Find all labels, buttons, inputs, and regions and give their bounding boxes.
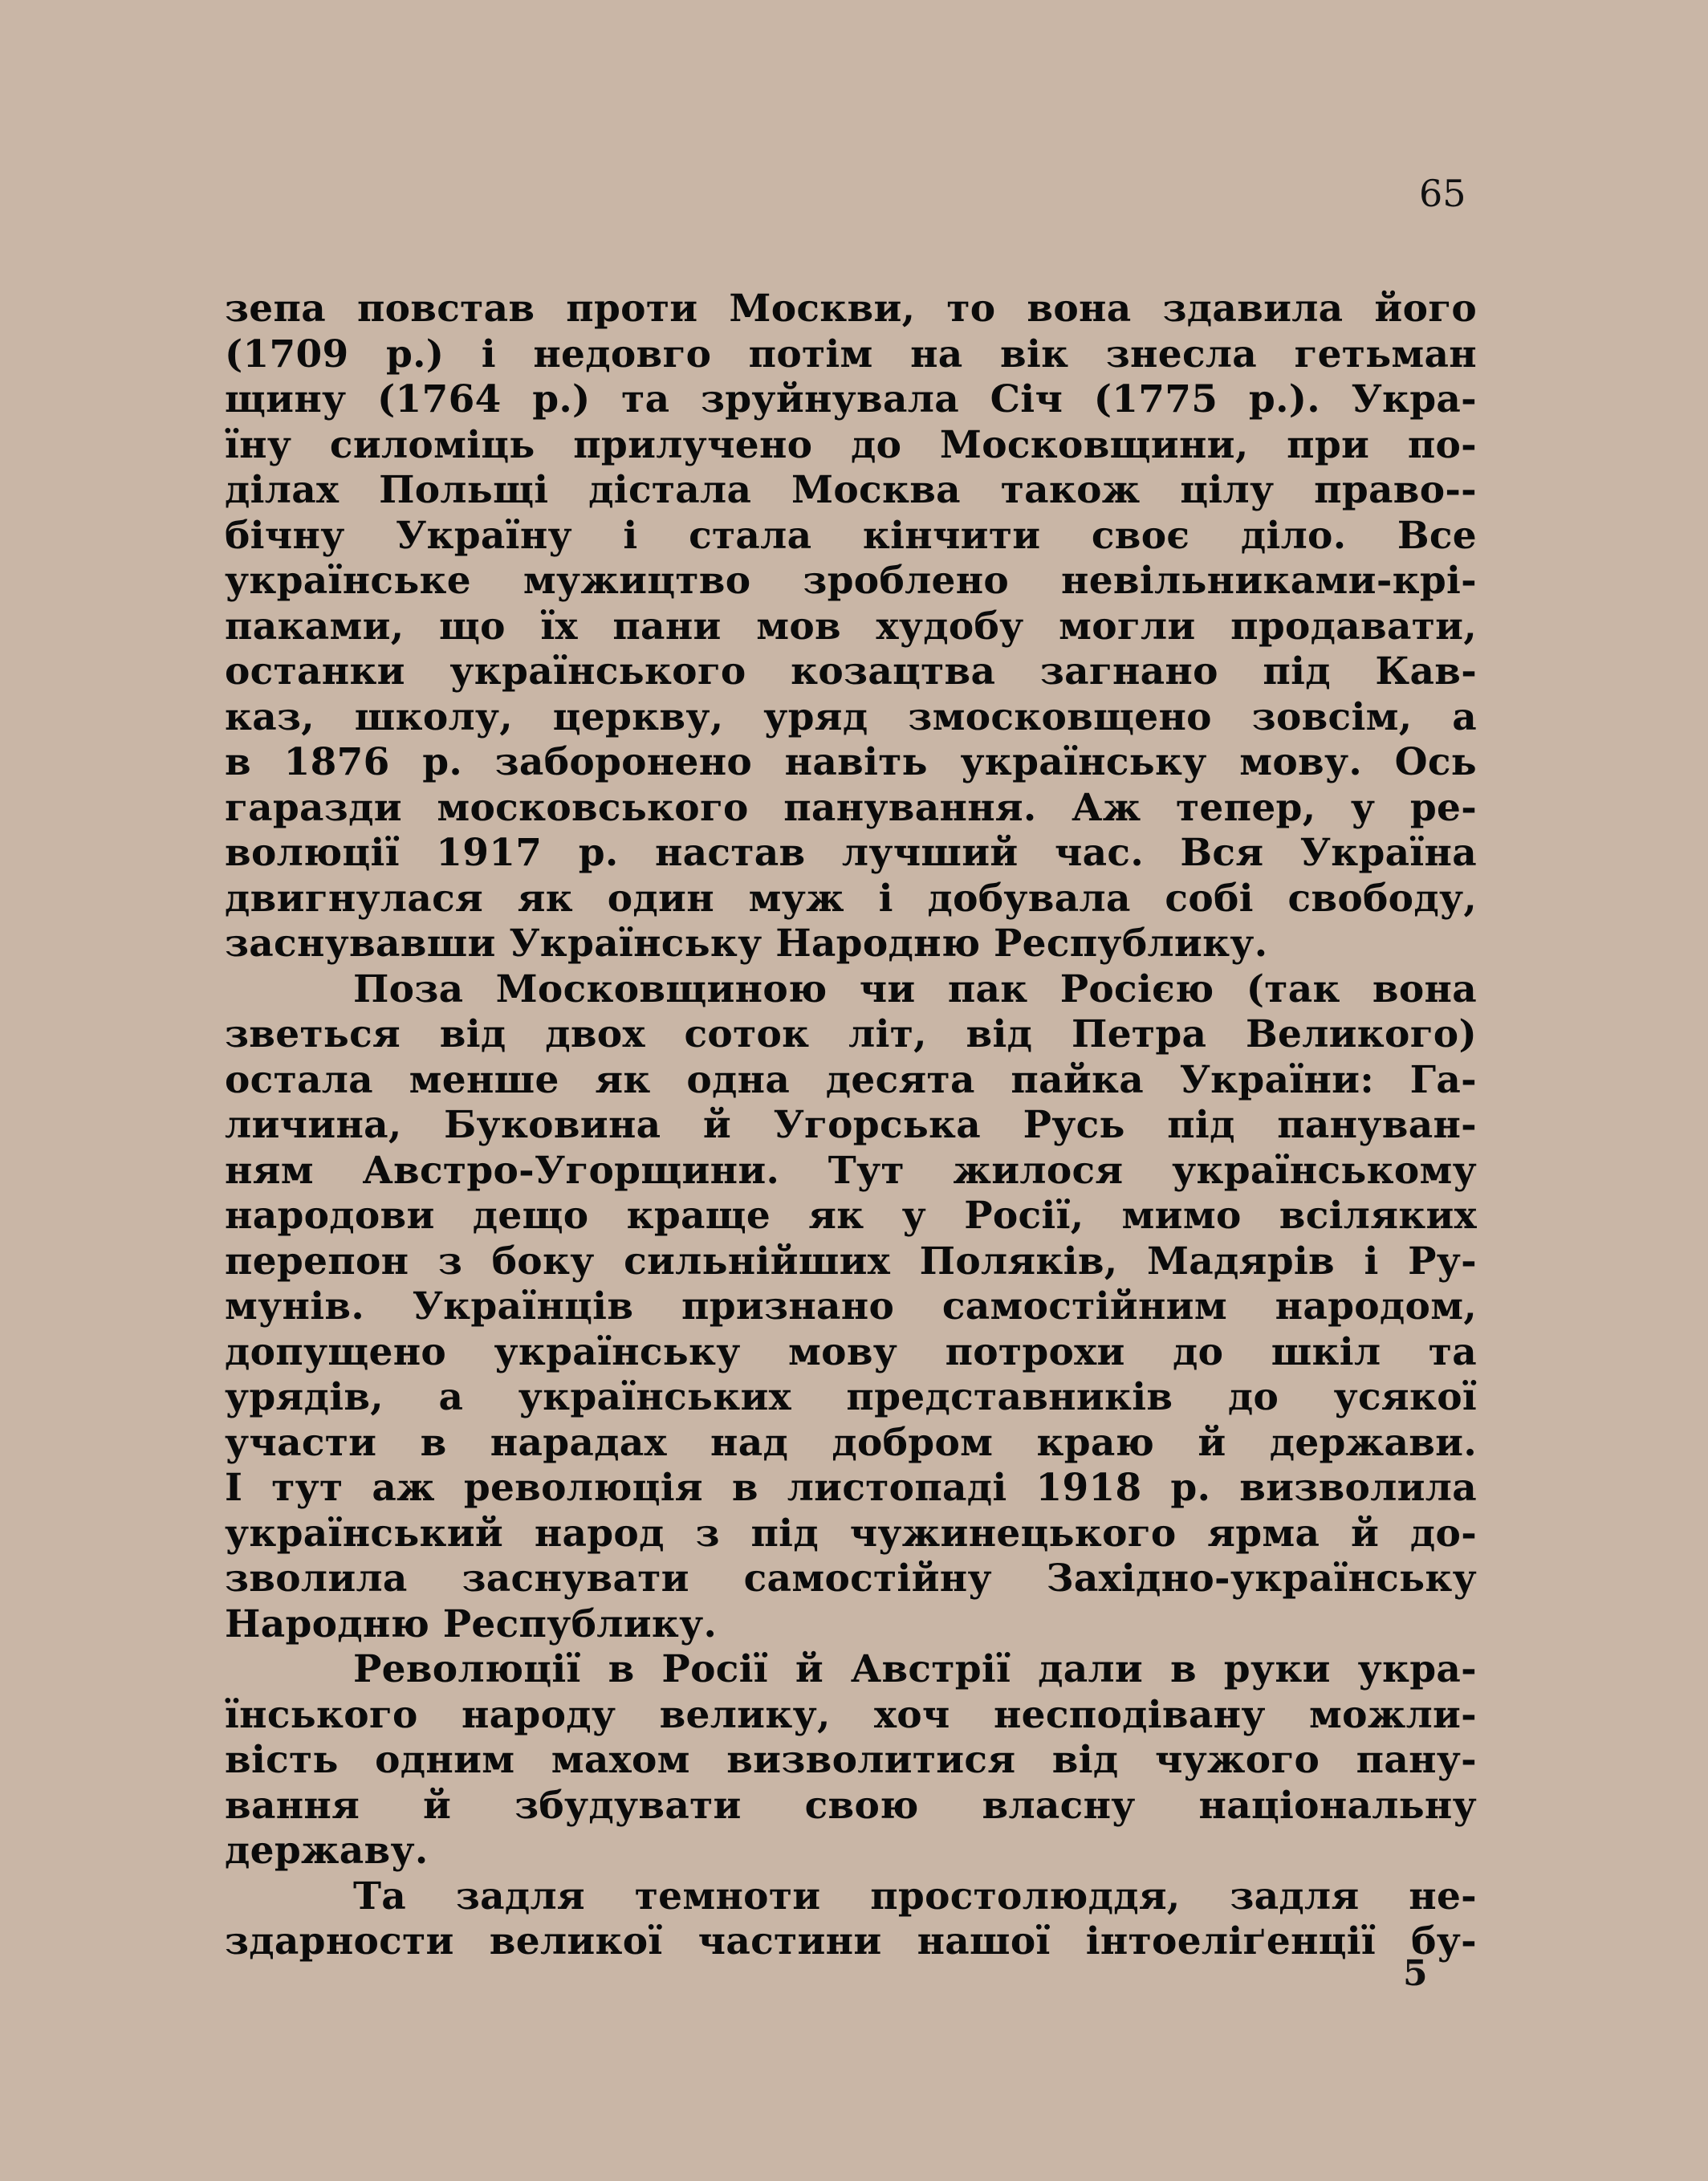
paragraph-end-line: Народню Республику. <box>225 1601 718 1646</box>
text-line: зепа повстав проти Москви, то вона здавила його <box>225 287 1477 331</box>
text-line: український народ з під чужинецького ярма й до- <box>225 1511 1477 1556</box>
text-line: їну силоміць прилучено до Московщини, при по- <box>225 422 1477 467</box>
paragraph-start-line: Поза Московщиною чи пак Росією (так вона <box>353 966 1477 1011</box>
text-line: каз, школу, церкву, уряд змосковщено зовсім, а <box>225 694 1477 739</box>
text-line: допущено українську мову потрохи до шкіл та <box>225 1329 1477 1374</box>
text-line: в 1876 р. заборонено навіть українську мову. Ось <box>225 740 1477 784</box>
paragraph-start-line: Революції в Росії й Австрії дали в руки укра- <box>353 1647 1477 1691</box>
text-line: перепон з боку сильнійших Поляків, Мадярів і Ру- <box>225 1239 1477 1284</box>
text-line: урядів, а українських представників до усякої <box>225 1375 1477 1419</box>
text-line: народови дещо краще як у Росії, мимо всіляких <box>225 1194 1477 1238</box>
text-line: мунів. Українців признано самостійним народом, <box>225 1284 1477 1329</box>
text-line: двигнулася як один муж і добувала собі свободу, <box>225 876 1477 921</box>
text-line: зволила заснувати самостійну Західно-українську <box>225 1556 1477 1601</box>
text-line: останки українського козацтва загнано під Кав- <box>225 649 1477 694</box>
text-line: ням Австро-Угорщини. Тут жилося українському <box>225 1148 1477 1193</box>
page-number: 65 <box>1419 172 1466 215</box>
text-line: І тут аж революція в листопаді 1918 р. визволила <box>225 1466 1477 1510</box>
text-line: українське мужицтво зроблено невільниками-крі- <box>225 559 1477 603</box>
text-line: участи в нарадах над добром краю й держави. <box>225 1420 1477 1465</box>
text-line: бічну Україну і стала кінчити своє діло. Все <box>225 513 1477 558</box>
paragraph-end-line: заснувавши Українську Народню Республику. <box>225 922 1268 966</box>
printer-signature-mark: 5 <box>1403 1953 1428 1994</box>
text-line: здарности великої частини нашої інтоеліґенції бу- <box>225 1919 1477 1963</box>
text-line: гаразди московського панування. Аж тепер, у ре- <box>225 785 1477 830</box>
text-line: їнського народу велику, хоч несподівану можли- <box>225 1692 1477 1737</box>
text-line: ділах Польщі дістала Москва також цілу право-- <box>225 468 1477 512</box>
text-line: вання й збудувати свою власну національну <box>225 1783 1477 1828</box>
text-line: (1709 р.) і недовго потім на вік знесла гетьман <box>225 332 1477 376</box>
text-line: вість одним махом визволитися від чужого пану- <box>225 1738 1477 1782</box>
text-line: щину (1764 р.) та зруйнувала Січ (1775 р.). Укра- <box>225 377 1477 421</box>
paragraph-start-line: Та задля темноти простолюддя, задля не- <box>353 1874 1477 1919</box>
paragraph-end-line: державу. <box>225 1829 429 1873</box>
text-line: остала менше як одна десята пайка України: Га- <box>225 1057 1477 1102</box>
text-line: личина, Буковина й Угорська Русь під пануван- <box>225 1103 1477 1147</box>
text-line: волюції 1917 р. настав лучший час. Вся Україна <box>225 831 1477 875</box>
body-text <box>225 287 1477 1965</box>
text-line: зветься від двох соток літ, від Петра Великого) <box>225 1012 1477 1056</box>
text-line: паками, що їх пани мов худобу могли продавати, <box>225 604 1477 649</box>
